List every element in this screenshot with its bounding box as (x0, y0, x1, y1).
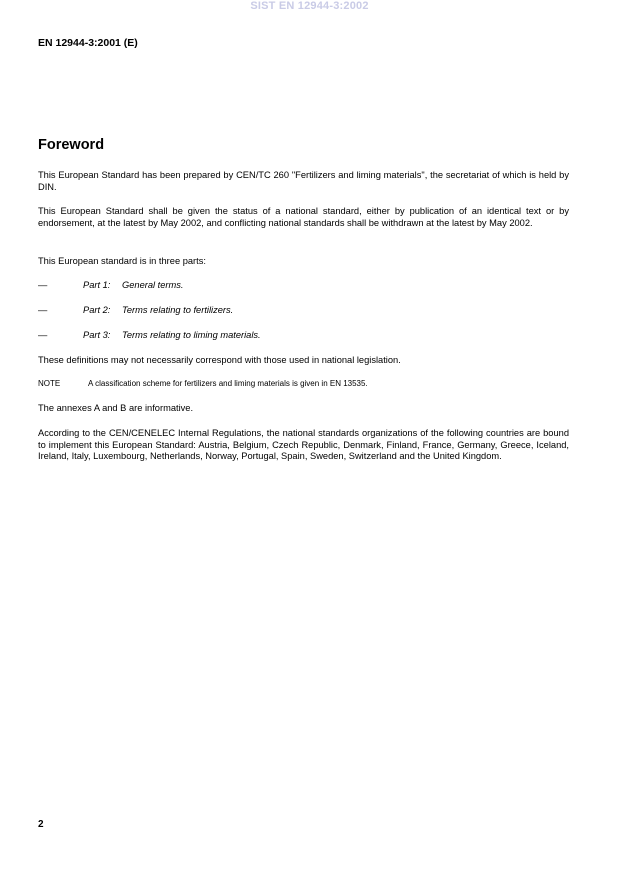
paragraph-annexes: The annexes A and B are informative. (38, 403, 194, 413)
paragraph-definitions: These definitions may not necessarily correspond with those used in national legislation. (38, 355, 401, 365)
part-title: General terms. (122, 280, 184, 290)
paragraph-regulations: According to the CEN/CENELEC Internal Regulations, the national standards organizations of the following countries are bound to implement this European Standard: Austria, Belgium, Czech Republic, Denmark, Finland, France, Germany, Greece, Iceland, Ireland, Italy, Luxembourg, Netherlands, Norway, Portugal, Spain, Sweden, Switzerland and the United Kingdom. (38, 428, 569, 462)
document-id: EN 12944-3:2001 (E) (38, 37, 138, 49)
watermark: SIST EN 12944-3:2002 (250, 0, 369, 12)
list-dash: — (38, 305, 48, 315)
part-title: Terms relating to liming materials. (122, 330, 261, 340)
paragraph-status: This European Standard shall be given the status of a national standard, either by publication of an identical text or by endorsement, at the latest by May 2002, and conflicting national standards shall be withdrawn at the latest by May 2002. (38, 206, 569, 228)
part-title: Terms relating to fertilizers. (122, 305, 234, 315)
section-title: Foreword (38, 137, 105, 153)
note-label: NOTE (38, 379, 61, 388)
part-number: Part 3: (83, 330, 111, 340)
part-number: Part 1: (83, 280, 111, 290)
list-dash: — (38, 280, 48, 290)
page-number: 2 (38, 819, 44, 830)
note-text: A classification scheme for fertilizers and liming materials is given in EN 13535. (88, 379, 368, 388)
part-number: Part 2: (83, 305, 111, 315)
list-dash: — (38, 330, 48, 340)
paragraph-parts-intro: This European standard is in three parts: (38, 256, 206, 266)
paragraph-secretariat: This European Standard has been prepared by CEN/TC 260 "Fertilizers and liming materials", the secretariat of which is held by DIN. (38, 170, 569, 192)
